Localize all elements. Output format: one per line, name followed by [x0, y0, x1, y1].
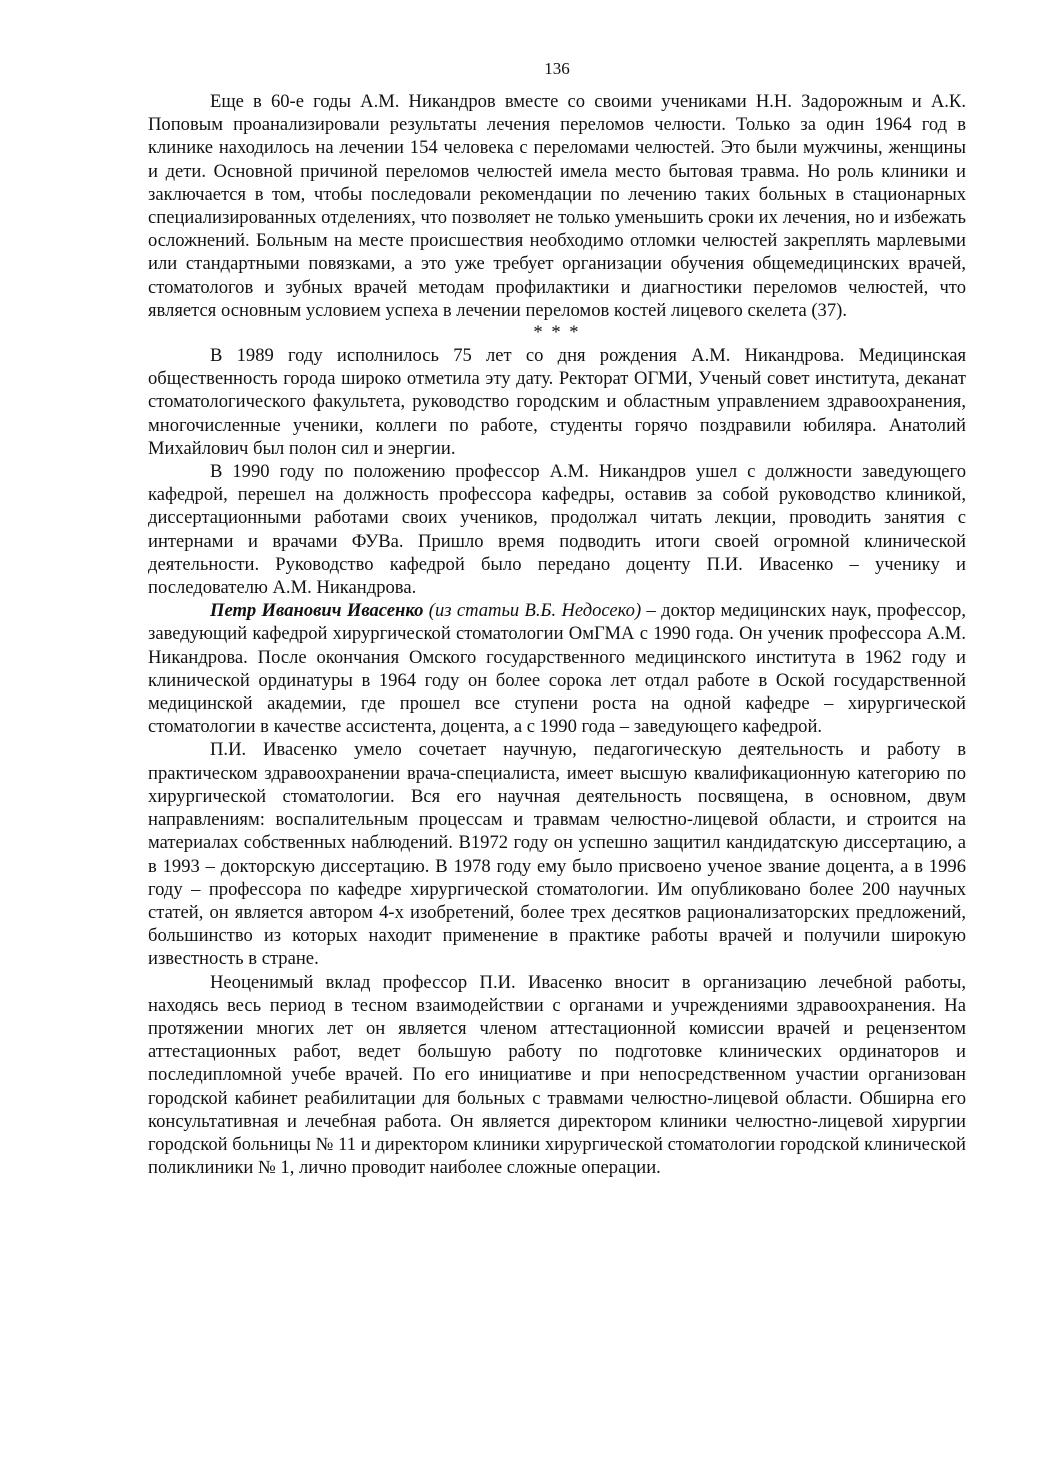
paragraph-anniversary-1989: В 1989 году исполнилось 75 лет со дня рождения А.М. Никандрова. Медицинская общественность города широко отметила эту дату. Ректорат ОГМИ, Ученый совет института, деканат стоматологического факультета, руководство городским и областным управлением здравоохранения, многочисленные ученики, коллеги по работе, студенты горячо поздравили юбиляра. Анатолий Михайлович был полон сил и энергии. — [148, 345, 966, 459]
person-name: Петр Иванович Ивасенко — [210, 600, 424, 622]
paragraph-retirement-1990: В 1990 году по положению профессор А.М. Никандров ушел с должности заведующего кафедрой, перешел на должность профессора кафедры, оставив за собой руководство клиникой, диссертационными работами своих учеников, продолжал читать лекции, проводить занятия с интернами и врачами ФУВа. Пришло время подводить итоги своей огромной клинической деятельности. Руководство кафедрой было передано доценту П.И. Ивасенко – ученику и последователю А.М. Никандрова. — [148, 461, 966, 599]
paragraph-fractures-1964: Еще в 60-е годы А.М. Никандров вместе со своими учениками Н.Н. Задорожным и А.К. Поповым проанализировали результаты лечения переломов челюсти. Только за один 1964 год в клинике находилось на лечении 154 человека с переломами челюстей. Это были мужчины, женщины и дети. Основной причиной переломов челюстей имела место бытовая травма. Но роль клиники и заключается в том, чтобы последовали рекомендации по лечению таких больных в стационарных специализированных отделениях, что позволяет не только уменьшить сроки их лечения, но и избежать осложнений. Больным на месте происшествия необходимо отломки челюстей закреплять марлевыми или стандартными повязками, а это уже требует организации обучения общемедицинских врачей, стоматологов и зубных врачей методам профилактики и диагностики переломов челюстей, что является основным условием успеха в лечении переломов костей лицевого скелета (37). — [148, 91, 966, 321]
paragraph-clinical-work: Неоценимый вклад профессор П.И. Ивасенко вносит в организацию лечебной работы, находясь весь период в тесном взаимодействии с органами и учреждениями здравоохранения. На протяжении многих лет он является членом аттестационной комиссии врачей и рецензентом аттестационных работ, ведет большую работу по подготовке клинических ординаторов и последипломной учебе врачей. По его инициативе и при непосредственном участии организован городской кабинет реабилитации для больных с травмами челюстно-лицевой области. Обширна его консультативная и лечебная работа. Он является директором клиники челюстно-лицевой хирургии городской больницы № 11 и директором клиники хирургической стоматологии городской клинической поликлиники № 1, лично проводит наиболее сложные операции. — [148, 971, 966, 1179]
section-separator: * * * — [533, 322, 581, 344]
paragraph-ivasenko-intro — [148, 599, 966, 738]
paragraph-scientific-work: П.И. Ивасенко умело сочетает научную, педагогическую деятельность и работу в практическом здравоохранении врача-специалиста, имеет высшую квалификационную категорию по хирургической стоматологии. Вся его научная деятельность посвящена, в основном, двум направлениям: воспалительным процессам и травмам челюстно-лицевой области, и строится на материалах собственных наблюдений. В1972 году он успешно защитил кандидатскую диссертацию, а в 1993 – докторскую диссертацию. В 1978 году ему было присвоено ученое звание доцента, а в 1996 году – профессора по кафедре хирургической стоматологии. Им опубликовано более 200 научных статей, он является автором 4-х изобретений, более трех десятков рационализаторских предложений, большинство из которых находит применение в практике работы врачей и получили широкую известность в стране. — [148, 739, 966, 970]
document-page — [148, 58, 966, 1179]
paragraph-ivasenko-intro-text: – доктор медицинских наук, профессор, заведующий кафедрой хирургической стоматологии ОмГМА с 1990 года. Он ученик профессора А.М. Никандрова. После окончания Омского государственного медицинского института в 1962 году и клинической ординатуры в 1964 году он более сорока лет отдал работе в Оской государственной медицинской академии, где прошел все ступени роста на одной кафедре – хирургической стоматологии в качестве ассистента, доцента, а с 1990 года – заведующего кафедрой. — [148, 600, 966, 738]
source-citation: (из статьи В.Б. Недосеко) — [428, 600, 642, 622]
page-number: 136 — [544, 59, 570, 78]
